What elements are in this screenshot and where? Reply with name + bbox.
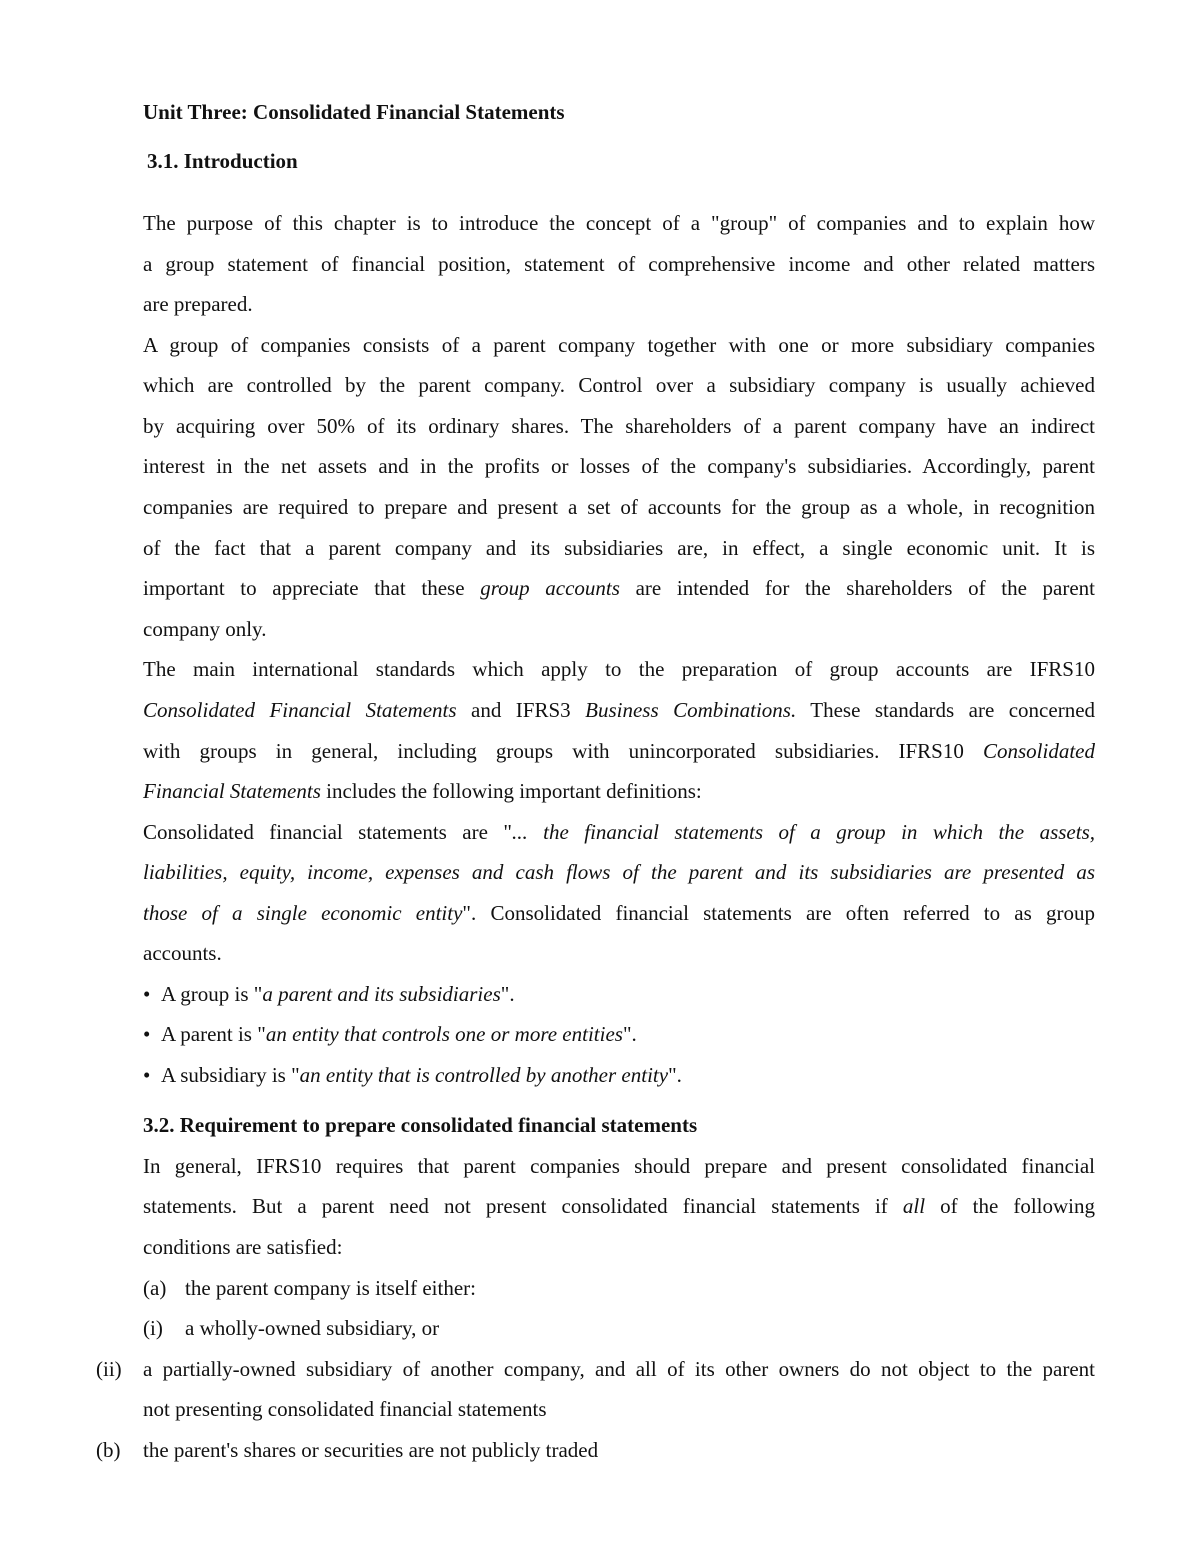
paragraph-line bbox=[143, 778, 1095, 804]
list-item bbox=[143, 981, 1095, 1007]
list-item bbox=[143, 1062, 1095, 1088]
definition-text: an entity that is controlled by another entity bbox=[299, 1063, 669, 1087]
emphasis-standard-title: Business Combinations. bbox=[585, 698, 797, 722]
text-run: Consolidated financial statements are " bbox=[143, 820, 512, 844]
bullet-icon: • bbox=[143, 982, 151, 1006]
text-run: of the following bbox=[940, 1194, 1096, 1218]
paragraph-line bbox=[143, 697, 1095, 723]
text-run: important to appreciate that these bbox=[143, 576, 465, 600]
section-heading-requirement: 3.2. Requirement to prepare consolidated financial statements bbox=[143, 1113, 698, 1137]
text-run: are intended for the shareholders of the parent bbox=[635, 576, 1096, 600]
paragraph-line: The purpose of this chapter is to introduce the concept of a "group" of companies and to explain how bbox=[143, 211, 1095, 235]
paragraph-line: interest in the net assets and in the profits or losses of the company's subsidiaries. Accordingly, parent bbox=[143, 454, 1095, 478]
list-marker: (i) bbox=[143, 1316, 163, 1340]
text-run: and IFRS3 bbox=[471, 698, 571, 722]
text-run: A subsidiary is " bbox=[161, 1063, 300, 1087]
paragraph-line: conditions are satisfied: bbox=[143, 1235, 343, 1259]
section-heading-introduction: 3.1. Introduction bbox=[147, 149, 298, 173]
emphasis-group-accounts: group accounts bbox=[480, 576, 620, 600]
paragraph-line: In general, IFRS10 requires that parent companies should prepare and present consolidated financial bbox=[143, 1154, 1095, 1178]
bullet-icon: • bbox=[143, 1063, 151, 1087]
paragraph-line bbox=[143, 900, 1095, 926]
text-run: ". bbox=[500, 982, 515, 1006]
text-run: A group is " bbox=[161, 982, 263, 1006]
paragraph-line bbox=[143, 819, 1095, 845]
text-run: includes the following important definitions: bbox=[326, 779, 702, 803]
paragraph-line: are prepared. bbox=[143, 292, 253, 316]
text-run: with groups in general, including groups with unincorporated subsidiaries. IFRS10 bbox=[143, 739, 964, 763]
condition-text: not presenting consolidated financial statements bbox=[143, 1397, 547, 1421]
paragraph-line: by acquiring over 50% of its ordinary shares. The shareholders of a parent company have an indirect bbox=[143, 414, 1095, 438]
paragraph-line bbox=[143, 575, 1095, 601]
paragraph-line: a group statement of financial position, statement of comprehensive income and other related matters bbox=[143, 252, 1095, 276]
quoted-definition: ... the financial statements of a group in which the assets, bbox=[511, 820, 1095, 844]
quoted-definition: those of a single economic entity bbox=[143, 901, 463, 925]
emphasis-standard-title: Financial Statements bbox=[143, 779, 321, 803]
paragraph-line bbox=[143, 1193, 1095, 1219]
condition-text: the parent's shares or securities are not publicly traded bbox=[143, 1438, 599, 1462]
paragraph-line: company only. bbox=[143, 617, 267, 641]
list-marker: (a) bbox=[143, 1276, 167, 1300]
condition-text: a wholly-owned subsidiary, or bbox=[185, 1316, 440, 1340]
paragraph-line: which are controlled by the parent company. Control over a subsidiary company is usually achieved bbox=[143, 373, 1095, 397]
definition-text: a parent and its subsidiaries bbox=[262, 982, 501, 1006]
text-run: These standards are concerned bbox=[810, 698, 1096, 722]
condition-text: the parent company is itself either: bbox=[185, 1276, 476, 1300]
list-marker: (b) bbox=[96, 1438, 121, 1462]
paragraph-line: A group of companies consists of a parent company together with one or more subsidiary companies bbox=[143, 333, 1095, 357]
emphasis-standard-title: Consolidated bbox=[982, 739, 1095, 763]
definition-text: an entity that controls one or more entities bbox=[265, 1022, 623, 1046]
list-marker: (ii) bbox=[96, 1357, 122, 1381]
paragraph-line: The main international standards which apply to the preparation of group accounts are IFRS10 bbox=[143, 657, 1095, 681]
unit-title: Unit Three: Consolidated Financial Statements bbox=[143, 100, 565, 124]
bullet-icon: • bbox=[143, 1022, 151, 1046]
emphasis-all: all bbox=[902, 1194, 926, 1218]
emphasis-standard-title: Consolidated Financial Statements bbox=[143, 698, 457, 722]
text-run: ". bbox=[622, 1022, 637, 1046]
paragraph-line: of the fact that a parent company and its subsidiaries are, in effect, a single economic unit. It is bbox=[143, 536, 1095, 560]
quoted-definition-line: liabilities, equity, income, expenses and cash flows of the parent and its subsidiaries are presented as bbox=[143, 860, 1095, 884]
text-run: ". bbox=[668, 1063, 682, 1087]
list-item bbox=[143, 1021, 1095, 1047]
paragraph-line bbox=[143, 738, 1095, 764]
text-run: A parent is " bbox=[161, 1022, 266, 1046]
text-run: statements. But a parent need not present consolidated financial statements if bbox=[143, 1194, 888, 1218]
paragraph-line: companies are required to prepare and present a set of accounts for the group as a whole, in recognition bbox=[143, 495, 1095, 519]
condition-text: a partially-owned subsidiary of another company, and all of its other owners do not object to the parent bbox=[143, 1357, 1095, 1381]
paragraph-line: accounts. bbox=[143, 941, 222, 965]
text-run: ". Consolidated financial statements are often referred to as group bbox=[462, 901, 1095, 925]
